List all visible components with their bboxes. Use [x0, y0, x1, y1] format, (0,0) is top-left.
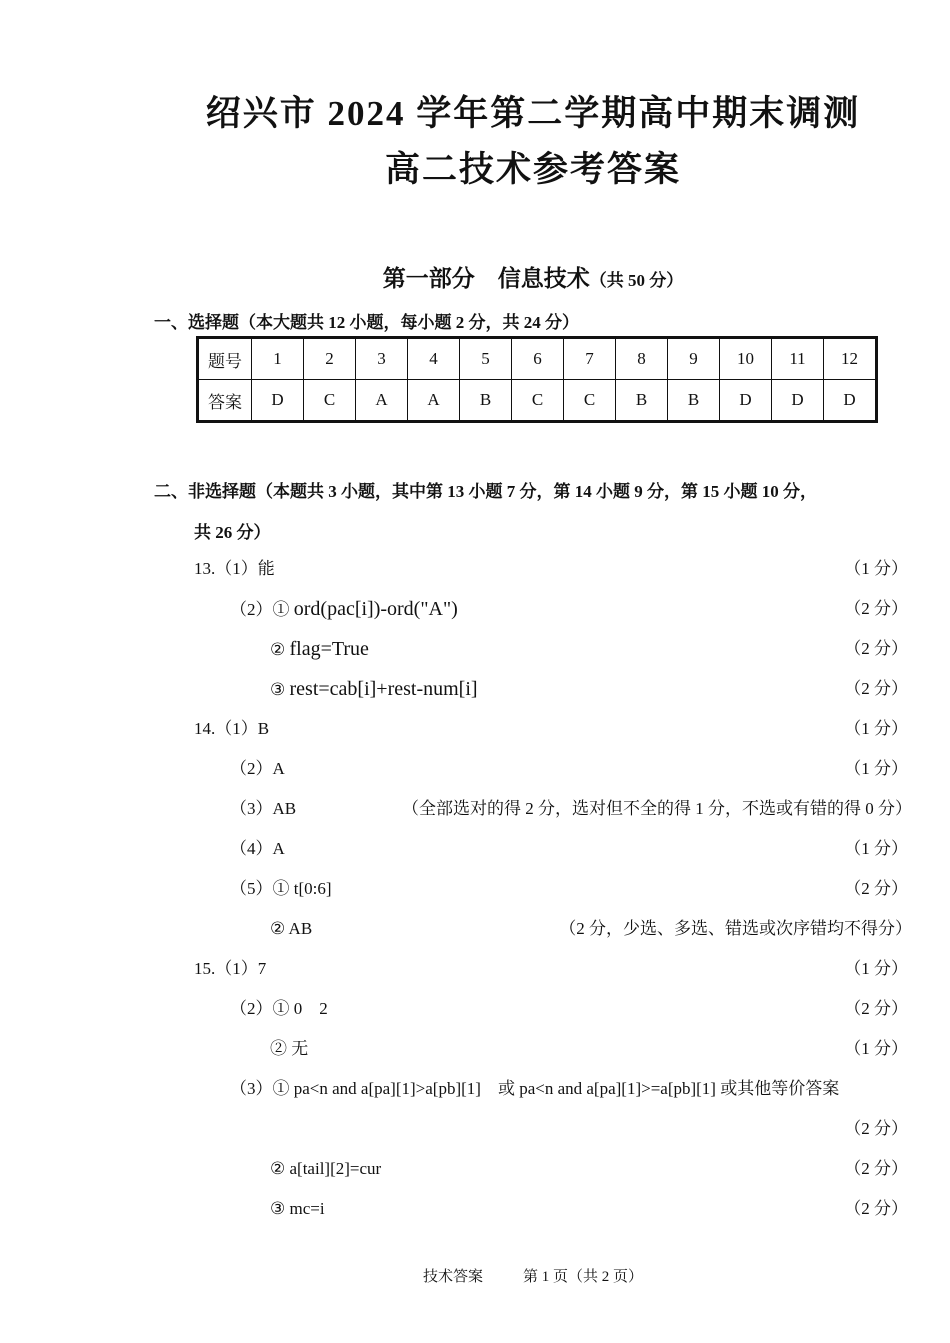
- q13-part2-3-answer: rest=cab[i]+rest-num[i]: [289, 678, 478, 700]
- answer-table: [196, 336, 878, 423]
- question-number-row: [198, 338, 877, 380]
- part-points: （共 50 分）: [589, 271, 684, 290]
- answer-cell: B: [668, 380, 720, 422]
- q14-part5-1-score: （2 分）: [844, 879, 908, 898]
- question-number: 9: [668, 338, 720, 380]
- q13-part2-1: [230, 598, 458, 621]
- question-number: 1: [252, 338, 304, 380]
- answer-cell: D: [772, 380, 824, 422]
- q14-part3-note: （全部选对的得 2 分，选对但不全的得 1 分，不选或有错的得 0 分）: [402, 799, 912, 818]
- q15-part3-1-score: （2 分）: [844, 1119, 908, 1138]
- q13-part2-3-score: （2 分）: [844, 679, 908, 698]
- document-title: 绍兴市 2024 学年第二学期高中期末调测: [205, 94, 861, 133]
- question-number: 2: [304, 338, 356, 380]
- q13-part1-score: （1 分）: [844, 559, 908, 578]
- question-number: 6: [512, 338, 564, 380]
- q14-part3: （3）AB: [230, 799, 297, 818]
- row-label-question: 题号: [198, 338, 252, 380]
- question-number: 8: [616, 338, 668, 380]
- answer-cell: D: [252, 380, 304, 422]
- footer-doc-name: 技术答案: [422, 1269, 483, 1285]
- q14-part1-score: （1 分）: [844, 719, 908, 738]
- q15-part3-3-score: （2 分）: [844, 1199, 908, 1218]
- q15-part3-1: （3）① pa<n and a[pa][1]>a[pb][1] 或 pa<n and a[pa][1]>=a[pb][1] 或其他等价答案: [230, 1079, 840, 1098]
- part-title: 第一部分 信息技术: [382, 266, 590, 291]
- answer-cell: C: [304, 380, 356, 422]
- row-label-answer: 答案: [198, 380, 252, 422]
- answer-cell: C: [564, 380, 616, 422]
- question-number: 12: [824, 338, 877, 380]
- q13-part2-1-label: （2）①: [230, 600, 294, 619]
- section2-heading: 二、非选择题（本题共 3 小题，其中第 13 小题 7 分，第 14 小题 9 分，第 15 小题 10 分，: [154, 482, 817, 501]
- q15-part3-3: ③ mc=i: [270, 1199, 325, 1218]
- q14-part4-score: （1 分）: [844, 839, 908, 858]
- answer-cell: A: [408, 380, 460, 422]
- q15-part2-2: ② 无: [270, 1039, 309, 1058]
- section2-heading-cont: 共 26 分）: [194, 523, 271, 542]
- q13-part2-2-score: （2 分）: [844, 639, 908, 658]
- question-number: 7: [564, 338, 616, 380]
- answer-cell: C: [512, 380, 564, 422]
- q15-part2-1-score: （2 分）: [844, 999, 908, 1018]
- part-heading: [0, 260, 950, 293]
- q15-part3-2-score: （2 分）: [844, 1159, 908, 1178]
- q14-part5-2-note: （2 分，少选、多选、错选或次序错均不得分）: [559, 919, 912, 938]
- q15-part2-1: （2）① 0 2: [230, 999, 328, 1018]
- answer-cell: D: [824, 380, 877, 422]
- q13-part2-1-score: （2 分）: [844, 599, 908, 618]
- document-subtitle: 高二技术参考答案: [384, 150, 681, 189]
- q14-part4: （4）A: [230, 839, 285, 858]
- answer-row: [198, 380, 877, 422]
- question-number: 10: [720, 338, 772, 380]
- q15-part1: 15.（1）7: [194, 959, 267, 978]
- answer-cell: B: [460, 380, 512, 422]
- q13-part2-2-answer: flag=True: [289, 638, 369, 660]
- q13-part1: 13.（1）能: [194, 559, 275, 578]
- q15-part1-score: （1 分）: [844, 959, 908, 978]
- q14-part1: 14.（1）B: [194, 719, 270, 738]
- q14-part2-score: （1 分）: [844, 759, 908, 778]
- q14-part5-1: （5）① t[0:6]: [230, 879, 332, 898]
- q13-part2-2-label: ②: [270, 640, 290, 659]
- q15-part2-2-score: （1 分）: [844, 1039, 908, 1058]
- page-number: 第 1 页（共 2 页）: [523, 1269, 644, 1285]
- answer-cell: D: [720, 380, 772, 422]
- question-number: 4: [408, 338, 460, 380]
- question-number: 3: [356, 338, 408, 380]
- q15-part3-2: ② a[tail][2]=cur: [270, 1159, 382, 1178]
- q14-part5-2: ② AB: [270, 919, 313, 938]
- q13-part2-1-answer: ord(pac[i])-ord("A"): [293, 598, 458, 620]
- question-number: 5: [460, 338, 512, 380]
- section1-heading: 一、选择题（本大题共 12 小题，每小题 2 分，共 24 分）: [154, 313, 579, 332]
- answer-cell: B: [616, 380, 668, 422]
- question-number: 11: [772, 338, 824, 380]
- q13-part2-2: [270, 638, 369, 661]
- q13-part2-3: [270, 678, 478, 701]
- answer-cell: A: [356, 380, 408, 422]
- page-footer: [0, 1265, 950, 1286]
- q13-part2-3-label: ③: [270, 680, 290, 699]
- q14-part2: （2）A: [230, 759, 285, 778]
